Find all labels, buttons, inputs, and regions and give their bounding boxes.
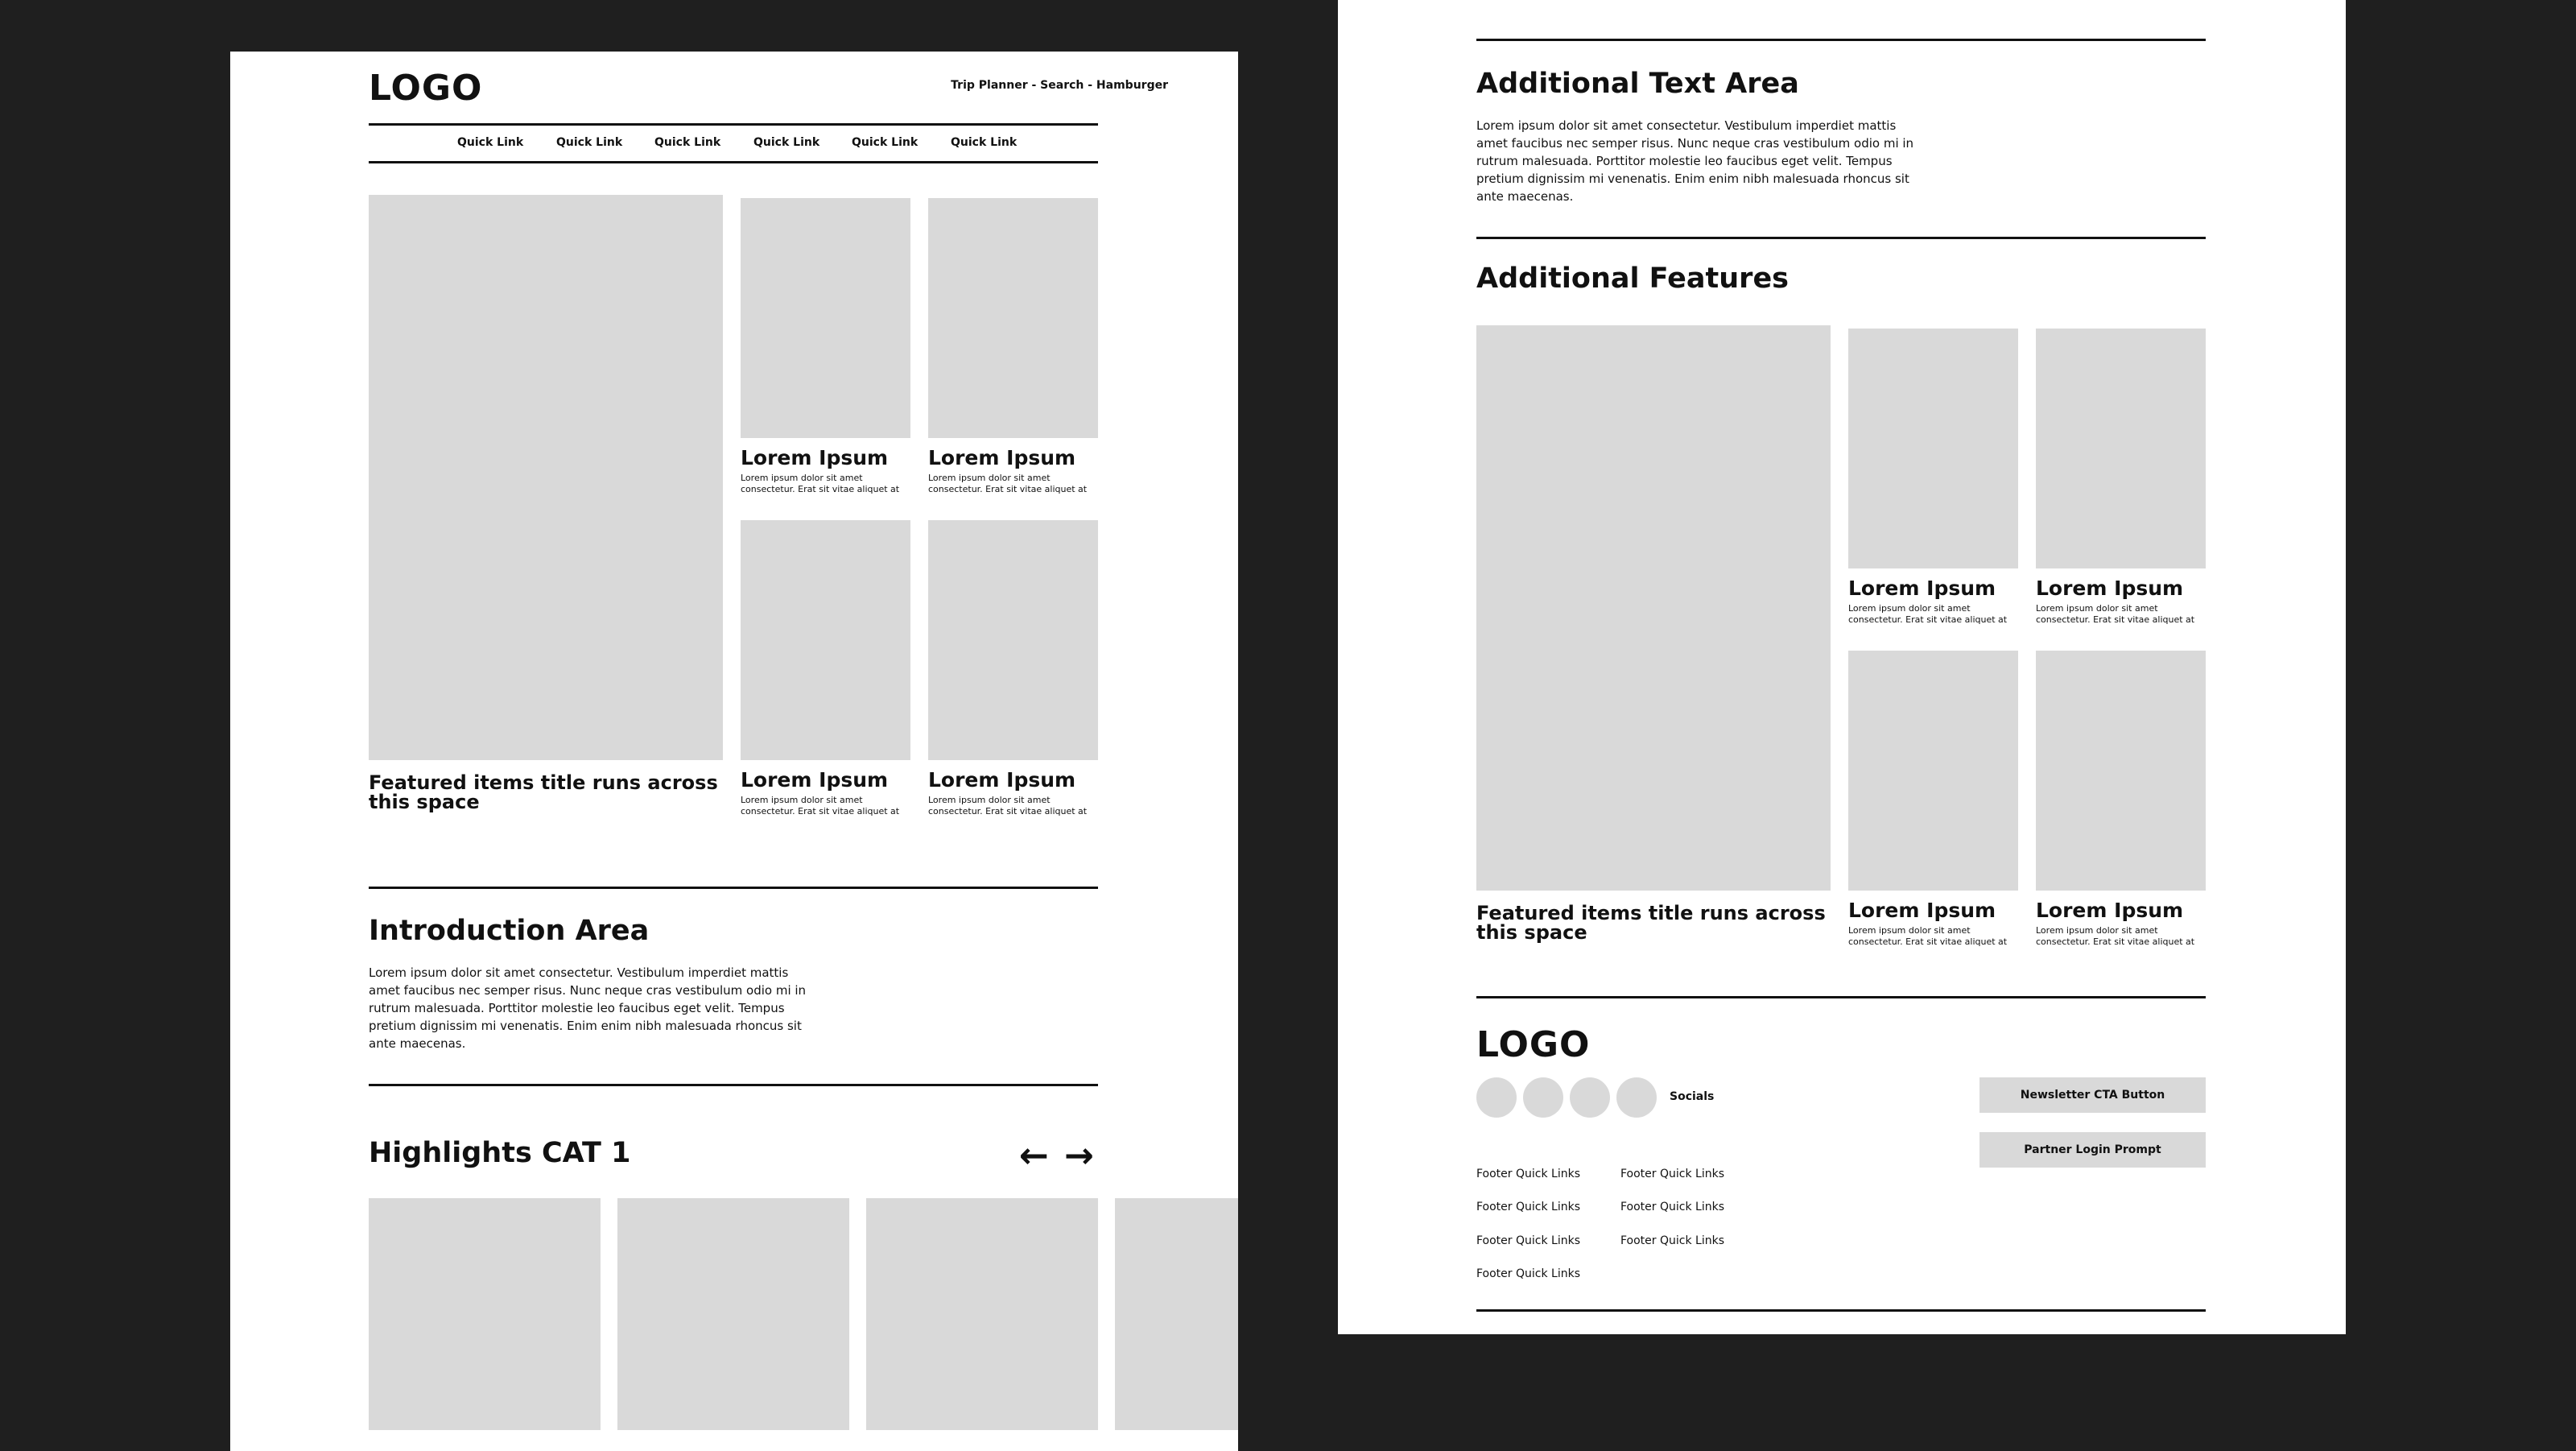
intro-text: Lorem ipsum dolor sit amet consectetur. Vestibulum imperdiet mattis amet faucibus nec semper risus. Nunc neque cras vestibulum odio mi in rutrum malesuada. Porttitor molestie leo faucibus eget velit. Tempus pretium dignissim mi venenatis. Enim enim nibh malesuada rhoncus sit ante maecenas. <box>369 965 807 1051</box>
arrow-left-icon[interactable]: ← <box>1019 1135 1049 1176</box>
quick-link-1[interactable]: Quick Link <box>457 136 524 149</box>
footer-logo[interactable]: LOGO <box>1476 1024 1591 1065</box>
additional-features-title: Additional Features <box>1476 263 1790 295</box>
highlight-card-image[interactable] <box>866 1198 1098 1430</box>
feature-card-image[interactable] <box>2036 651 2206 891</box>
featured-card-image[interactable] <box>928 198 1098 438</box>
highlights-title: Highlights CAT 1 <box>369 1137 631 1169</box>
arrow-right-icon[interactable]: → <box>1064 1135 1094 1176</box>
socials-label: Socials <box>1670 1090 1715 1103</box>
highlight-card-image[interactable] <box>369 1198 601 1430</box>
featured-card-desc: Lorem ipsum dolor sit amet consectetur. Erat sit vitae aliquet at <box>928 795 1088 816</box>
featured-card-image[interactable] <box>741 520 910 760</box>
additional-featured-title[interactable]: Featured items title runs across this space <box>1476 902 1826 944</box>
header-logo[interactable]: LOGO <box>369 68 483 109</box>
social-icon[interactable] <box>1523 1077 1563 1118</box>
social-icon[interactable] <box>1616 1077 1657 1118</box>
footer-divider-top <box>1476 996 2206 998</box>
featured-card-title[interactable]: Lorem Ipsum <box>928 446 1076 469</box>
featured-card-desc: Lorem ipsum dolor sit amet consectetur. Erat sit vitae aliquet at <box>741 473 900 494</box>
footer-quick-link[interactable]: Footer Quick Links <box>1620 1168 1724 1180</box>
intro-title: Introduction Area <box>369 915 650 947</box>
social-icon[interactable] <box>1570 1077 1610 1118</box>
featured-card-title[interactable]: Lorem Ipsum <box>928 768 1076 792</box>
feature-card-title[interactable]: Lorem Ipsum <box>1848 899 1996 922</box>
highlight-card-image[interactable] <box>1115 1198 1238 1430</box>
footer-divider-bottom <box>1476 1309 2206 1312</box>
featured-card-title[interactable]: Lorem Ipsum <box>741 768 889 792</box>
additional-text-divider-bottom <box>1476 237 2206 239</box>
header-divider-bottom <box>369 161 1098 163</box>
footer-quick-link[interactable]: Footer Quick Links <box>1620 1234 1724 1247</box>
feature-card-title[interactable]: Lorem Ipsum <box>2036 899 2184 922</box>
wireframe-page-right <box>1338 0 2346 1334</box>
feature-card-title[interactable]: Lorem Ipsum <box>1848 577 1996 600</box>
header-utility-links[interactable]: Trip Planner - Search - Hamburger <box>951 79 1168 92</box>
feature-card-image[interactable] <box>1848 651 2018 891</box>
partner-login-button[interactable]: Partner Login Prompt <box>1979 1132 2206 1168</box>
social-icon[interactable] <box>1476 1077 1517 1118</box>
additional-text-body: Lorem ipsum dolor sit amet consectetur. Vestibulum imperdiet mattis amet faucibus nec semper risus. Nunc neque cras vestibulum odio mi in rutrum malesuada. Porttitor molestie leo faucibus eget velit. Tempus pretium dignissim mi venenatis. Enim enim nibh malesuada rhoncus sit ante maecenas. <box>1476 118 1914 204</box>
quick-link-5[interactable]: Quick Link <box>852 136 919 149</box>
featured-title[interactable]: Featured items title runs across this space <box>369 771 718 813</box>
featured-card-desc: Lorem ipsum dolor sit amet consectetur. Erat sit vitae aliquet at <box>741 795 900 816</box>
featured-card-image[interactable] <box>928 520 1098 760</box>
feature-card-image[interactable] <box>1848 329 2018 568</box>
feature-card-desc: Lorem ipsum dolor sit amet consectetur. Erat sit vitae aliquet at <box>1848 925 2008 947</box>
feature-card-desc: Lorem ipsum dolor sit amet consectetur. Erat sit vitae aliquet at <box>2036 603 2195 625</box>
featured-card-image[interactable] <box>741 198 910 438</box>
footer-quick-link[interactable]: Footer Quick Links <box>1476 1168 1580 1180</box>
highlight-card-image[interactable] <box>617 1198 849 1430</box>
footer-quick-link[interactable]: Footer Quick Links <box>1476 1201 1580 1213</box>
quick-link-6[interactable]: Quick Link <box>951 136 1018 149</box>
feature-card-desc: Lorem ipsum dolor sit amet consectetur. Erat sit vitae aliquet at <box>2036 925 2195 947</box>
intro-divider-bottom <box>369 1084 1098 1086</box>
footer-quick-link[interactable]: Footer Quick Links <box>1476 1267 1580 1280</box>
additional-featured-main-image[interactable] <box>1476 325 1831 891</box>
quick-link-4[interactable]: Quick Link <box>753 136 820 149</box>
additional-text-title: Additional Text Area <box>1476 68 1799 100</box>
quick-link-2[interactable]: Quick Link <box>556 136 623 149</box>
feature-card-desc: Lorem ipsum dolor sit amet consectetur. Erat sit vitae aliquet at <box>1848 603 2008 625</box>
newsletter-cta-button[interactable]: Newsletter CTA Button <box>1979 1077 2206 1113</box>
featured-card-title[interactable]: Lorem Ipsum <box>741 446 889 469</box>
header-divider-top <box>369 123 1098 126</box>
wireframe-page-left <box>230 52 1238 1451</box>
quick-link-3[interactable]: Quick Link <box>654 136 721 149</box>
feature-card-title[interactable]: Lorem Ipsum <box>2036 577 2184 600</box>
featured-main-image[interactable] <box>369 195 723 760</box>
intro-divider-top <box>369 887 1098 889</box>
featured-card-desc: Lorem ipsum dolor sit amet consectetur. Erat sit vitae aliquet at <box>928 473 1088 494</box>
additional-text-divider-top <box>1476 39 2206 41</box>
footer-quick-link[interactable]: Footer Quick Links <box>1620 1201 1724 1213</box>
footer-quick-link[interactable]: Footer Quick Links <box>1476 1234 1580 1247</box>
feature-card-image[interactable] <box>2036 329 2206 568</box>
